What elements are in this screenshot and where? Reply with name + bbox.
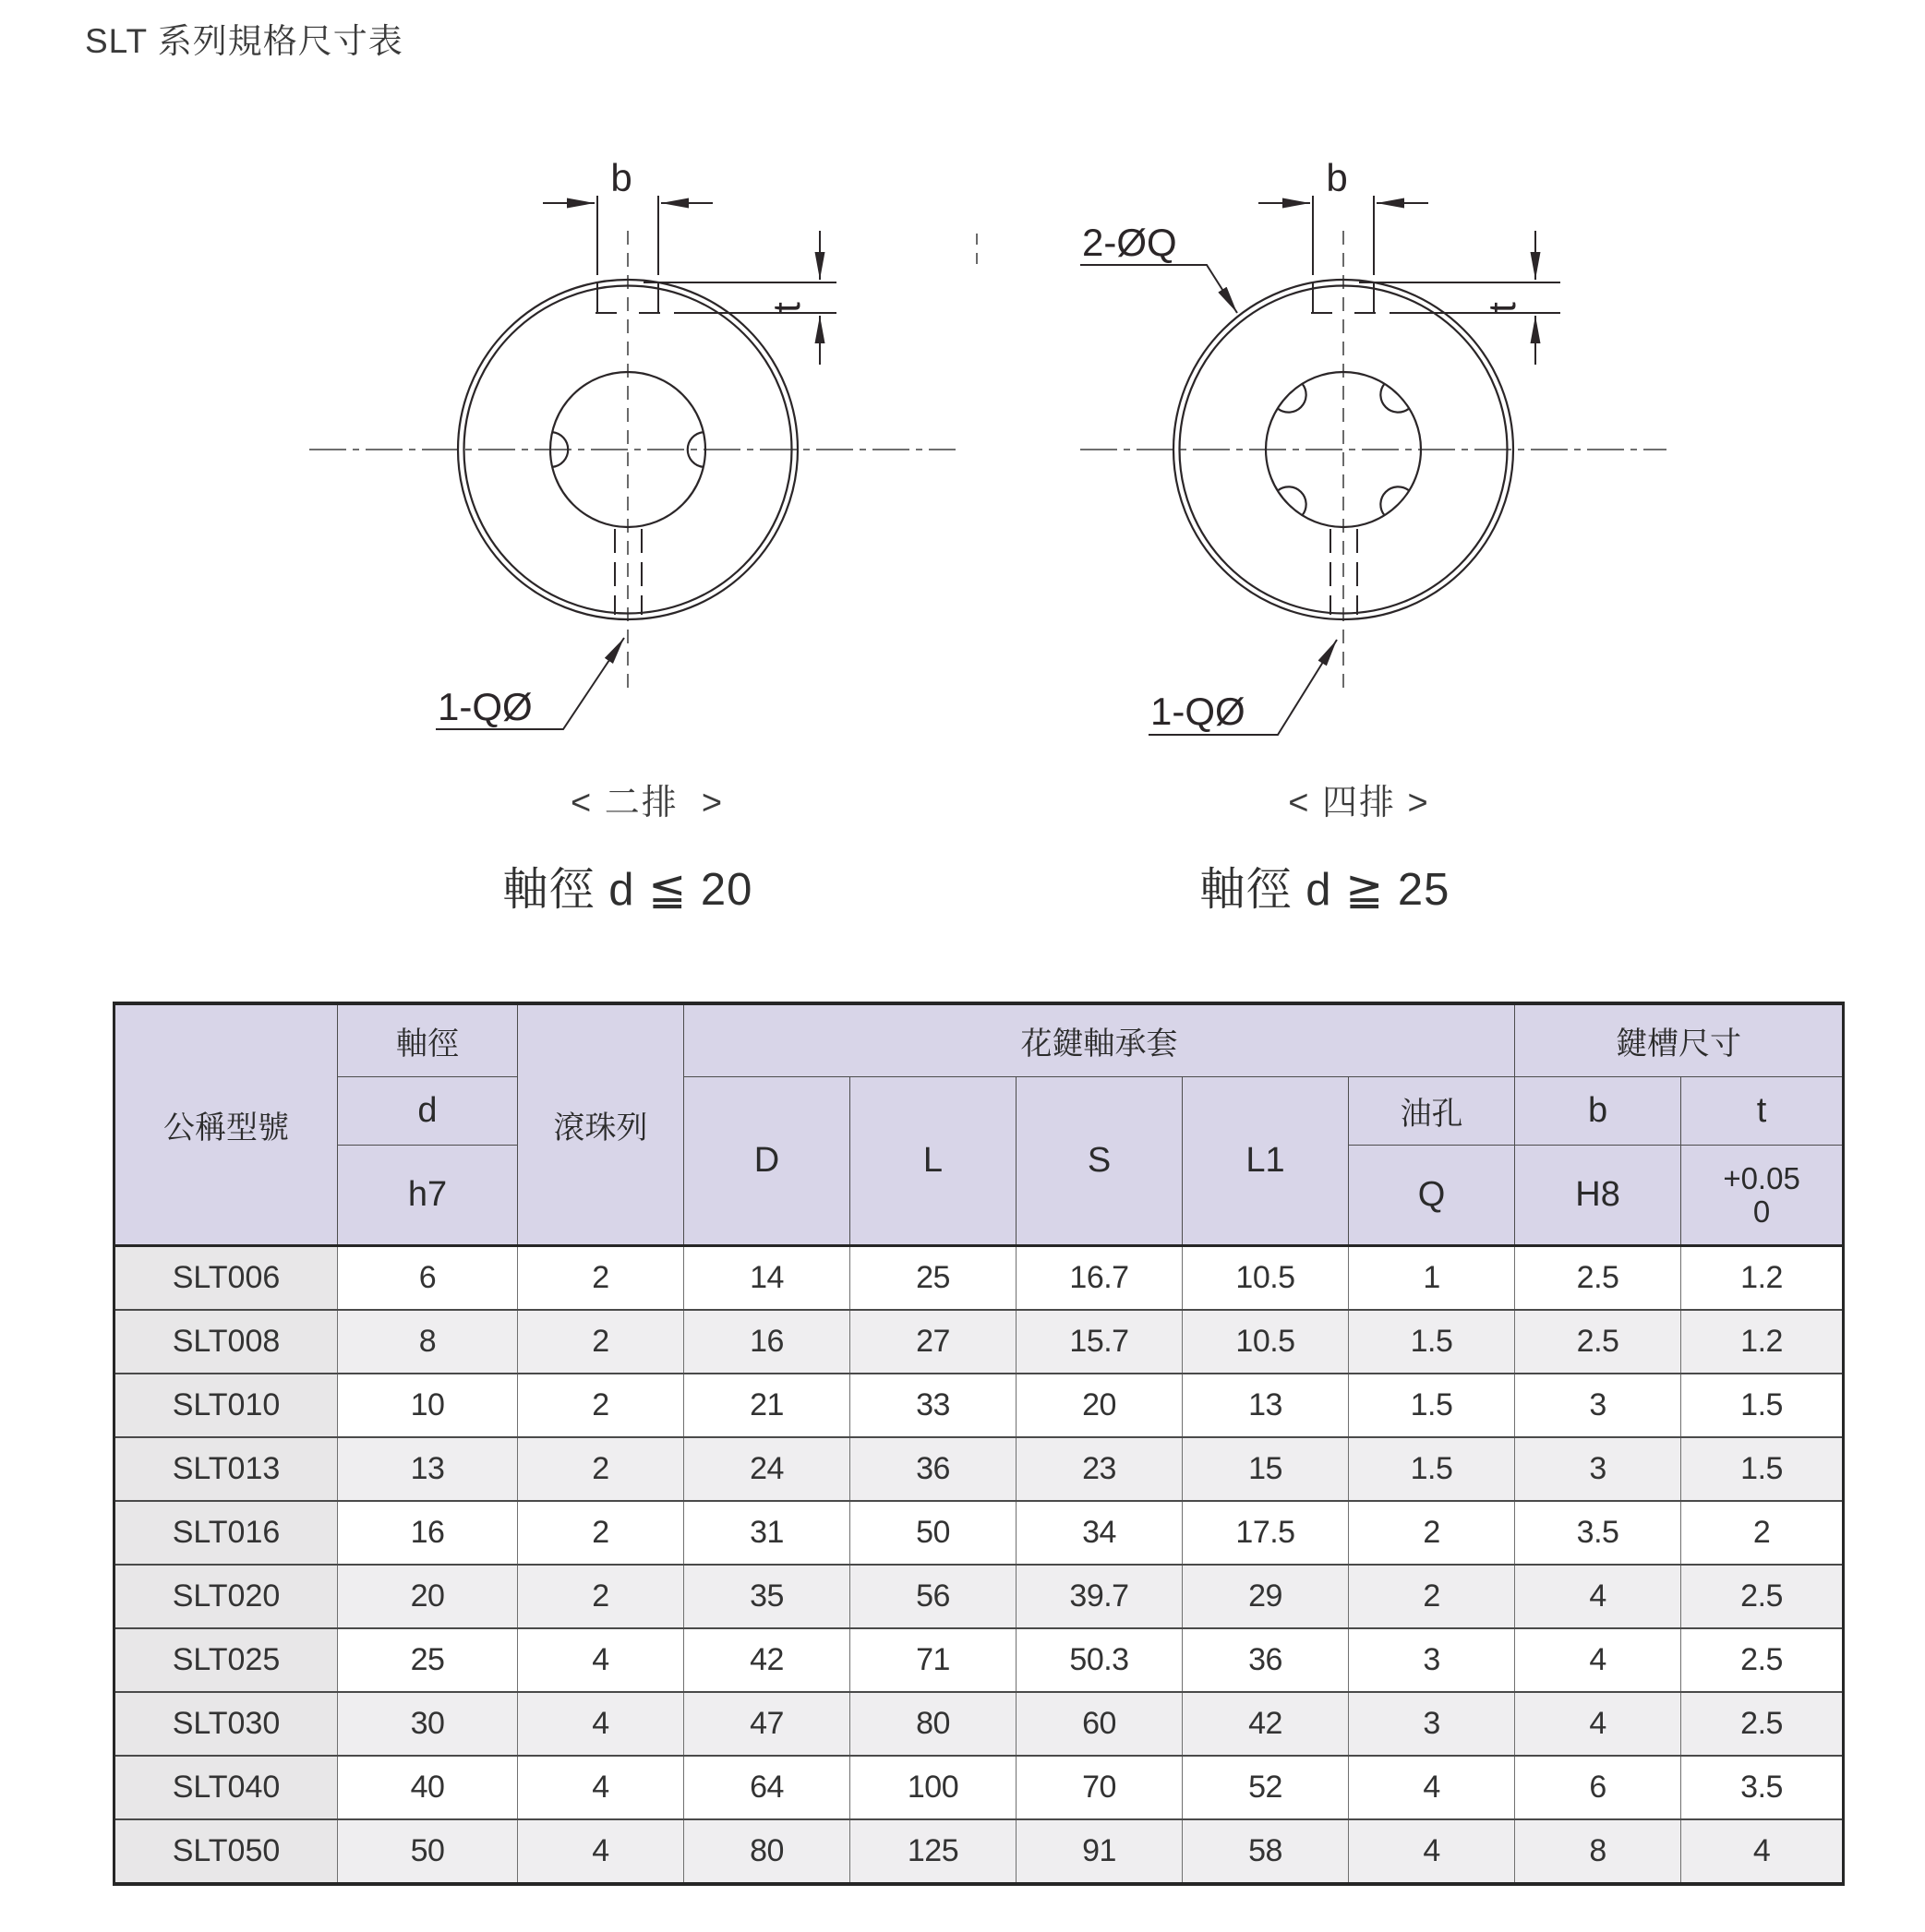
model-cell: SLT010	[114, 1374, 338, 1437]
b-cell: 4	[1515, 1628, 1681, 1692]
L1-cell: 15	[1183, 1437, 1349, 1501]
ball-rows-cell: 4	[518, 1692, 684, 1756]
t-tolerance-lower: 0	[1752, 1194, 1771, 1229]
Q-cell: 2	[1349, 1565, 1515, 1628]
D-cell: 16	[684, 1310, 850, 1374]
subtitle-four-row: 軸徑 d ≧ 25	[1199, 865, 1450, 915]
b-cell: 2.5	[1515, 1246, 1681, 1311]
b-cell: 6	[1515, 1756, 1681, 1819]
d-cell: 10	[338, 1374, 518, 1437]
L1-cell: 36	[1183, 1628, 1349, 1692]
t-cell: 1.5	[1681, 1437, 1844, 1501]
diagram-two-row	[309, 156, 956, 729]
model-cell: SLT025	[114, 1628, 338, 1692]
S-cell: 39.7	[1017, 1565, 1183, 1628]
L1-cell: 58	[1183, 1819, 1349, 1884]
Q-cell: 4	[1349, 1819, 1515, 1884]
L1-cell: 29	[1183, 1565, 1349, 1628]
D-cell: 47	[684, 1692, 850, 1756]
d-cell: 50	[338, 1819, 518, 1884]
table-row	[114, 1501, 1844, 1565]
Q-cell: 4	[1349, 1756, 1515, 1819]
b-dimension-label: b	[1326, 156, 1348, 199]
ball-notch-lower-right	[1380, 486, 1409, 515]
model-cell: SLT020	[114, 1565, 338, 1628]
header-shaft-dia: 軸徑	[338, 1003, 518, 1077]
table-body	[114, 1246, 1844, 1885]
table-row	[114, 1310, 1844, 1374]
Q-cell: 3	[1349, 1628, 1515, 1692]
caption-four-row: < 四排 >	[1288, 784, 1430, 822]
d-cell: 13	[338, 1437, 518, 1501]
L-cell: 100	[850, 1756, 1017, 1819]
L-cell: 80	[850, 1692, 1017, 1756]
ball-rows-cell: 2	[518, 1501, 684, 1565]
Q-cell: 1	[1349, 1246, 1515, 1311]
table-row	[114, 1692, 1844, 1756]
L-cell: 33	[850, 1374, 1017, 1437]
D-cell: 42	[684, 1628, 850, 1692]
S-cell: 20	[1017, 1374, 1183, 1437]
S-cell: 70	[1017, 1756, 1183, 1819]
S-cell: 23	[1017, 1437, 1183, 1501]
model-cell: SLT016	[114, 1501, 338, 1565]
d-cell: 6	[338, 1246, 518, 1311]
L-cell: 125	[850, 1819, 1017, 1884]
b-dimension-label: b	[610, 156, 632, 199]
d-cell: 40	[338, 1756, 518, 1819]
table-row	[114, 1819, 1844, 1884]
page-title: SLT 系列規格尺寸表	[85, 22, 403, 60]
L1-cell: 17.5	[1183, 1501, 1349, 1565]
model-cell: SLT040	[114, 1756, 338, 1819]
b-cell: 4	[1515, 1692, 1681, 1756]
table-row	[114, 1628, 1844, 1692]
t-cell: 2.5	[1681, 1628, 1844, 1692]
header-model: 公稱型號	[114, 1003, 338, 1246]
t-cell: 1.2	[1681, 1246, 1844, 1311]
oil-hole-label: 1-QØ	[1150, 690, 1245, 733]
diagram-four-row	[977, 156, 1666, 735]
d-cell: 30	[338, 1692, 518, 1756]
model-cell: SLT030	[114, 1692, 338, 1756]
header-L: L	[850, 1077, 1017, 1246]
ball-rows-cell: 2	[518, 1246, 684, 1311]
S-cell: 60	[1017, 1692, 1183, 1756]
S-cell: 91	[1017, 1819, 1183, 1884]
table-row	[114, 1565, 1844, 1628]
Q-cell: 3	[1349, 1692, 1515, 1756]
header-d: d	[338, 1077, 518, 1146]
header-ball-rows: 滾珠列	[518, 1003, 684, 1246]
spec-table-section	[113, 1002, 1845, 1886]
d-cell: 20	[338, 1565, 518, 1628]
t-dimension-label: t	[1480, 302, 1523, 313]
ball-rows-cell: 4	[518, 1756, 684, 1819]
t-tolerance-upper: +0.05	[1723, 1160, 1800, 1195]
header-S: S	[1017, 1077, 1183, 1246]
model-cell: SLT050	[114, 1819, 338, 1884]
L-cell: 56	[850, 1565, 1017, 1628]
b-cell: 3	[1515, 1437, 1681, 1501]
t-cell: 3.5	[1681, 1756, 1844, 1819]
model-cell: SLT013	[114, 1437, 338, 1501]
L-cell: 27	[850, 1310, 1017, 1374]
spec-table	[113, 1002, 1845, 1886]
b-cell: 2.5	[1515, 1310, 1681, 1374]
t-cell: 2.5	[1681, 1565, 1844, 1628]
L-cell: 36	[850, 1437, 1017, 1501]
t-dimension-label: t	[764, 302, 808, 313]
b-cell: 4	[1515, 1565, 1681, 1628]
table-row	[114, 1756, 1844, 1819]
D-cell: 24	[684, 1437, 850, 1501]
Q-cell: 2	[1349, 1501, 1515, 1565]
t-cell: 2	[1681, 1501, 1844, 1565]
S-cell: 34	[1017, 1501, 1183, 1565]
model-cell: SLT006	[114, 1246, 338, 1311]
header-Q: Q	[1349, 1146, 1515, 1246]
ball-notch-upper-right	[1380, 384, 1409, 413]
ball-rows-cell: 4	[518, 1628, 684, 1692]
D-cell: 35	[684, 1565, 850, 1628]
ball-rows-cell: 2	[518, 1565, 684, 1628]
caption-two-row: < 二排 >	[570, 784, 725, 822]
t-cell: 4	[1681, 1819, 1844, 1884]
ball-notch-lower-left	[1278, 486, 1306, 515]
header-D: D	[684, 1077, 850, 1246]
d-cell: 8	[338, 1310, 518, 1374]
header-t: t	[1681, 1077, 1844, 1146]
header-H8: H8	[1515, 1146, 1681, 1246]
D-cell: 64	[684, 1756, 850, 1819]
t-cell: 1.2	[1681, 1310, 1844, 1374]
ball-notch-upper-left	[1278, 384, 1306, 413]
oil-hole-label: 1-QØ	[438, 685, 533, 728]
S-cell: 15.7	[1017, 1310, 1183, 1374]
L1-cell: 13	[1183, 1374, 1349, 1437]
d-cell: 16	[338, 1501, 518, 1565]
L1-cell: 10.5	[1183, 1246, 1349, 1311]
header-keyway: 鍵槽尺寸	[1515, 1003, 1844, 1077]
Q-cell: 1.5	[1349, 1374, 1515, 1437]
L1-cell: 42	[1183, 1692, 1349, 1756]
b-cell: 8	[1515, 1819, 1681, 1884]
table-header	[114, 1003, 1844, 1246]
L-cell: 50	[850, 1501, 1017, 1565]
model-cell: SLT008	[114, 1310, 338, 1374]
ball-track-label: 2-ØQ	[1082, 221, 1177, 264]
header-b: b	[1515, 1077, 1681, 1146]
ball-rows-cell: 4	[518, 1819, 684, 1884]
ball-rows-cell: 2	[518, 1310, 684, 1374]
header-t-tolerance	[1681, 1146, 1844, 1246]
t-cell: 2.5	[1681, 1692, 1844, 1756]
Q-cell: 1.5	[1349, 1437, 1515, 1501]
subtitle-two-row: 軸徑 d ≦ 20	[502, 865, 753, 915]
b-cell: 3.5	[1515, 1501, 1681, 1565]
L-cell: 25	[850, 1246, 1017, 1311]
L1-cell: 10.5	[1183, 1310, 1349, 1374]
ball-rows-cell: 2	[518, 1437, 684, 1501]
D-cell: 31	[684, 1501, 850, 1565]
table-row	[114, 1374, 1844, 1437]
D-cell: 14	[684, 1246, 850, 1311]
table-row	[114, 1437, 1844, 1501]
Q-cell: 1.5	[1349, 1310, 1515, 1374]
S-cell: 50.3	[1017, 1628, 1183, 1692]
d-cell: 25	[338, 1628, 518, 1692]
D-cell: 21	[684, 1374, 850, 1437]
S-cell: 16.7	[1017, 1246, 1183, 1311]
b-cell: 3	[1515, 1374, 1681, 1437]
D-cell: 80	[684, 1819, 850, 1884]
header-L1: L1	[1183, 1077, 1349, 1246]
header-spline-sleeve: 花鍵軸承套	[684, 1003, 1515, 1077]
header-h7: h7	[338, 1146, 518, 1246]
ball-rows-cell: 2	[518, 1374, 684, 1437]
L1-cell: 52	[1183, 1756, 1349, 1819]
table-row	[114, 1246, 1844, 1311]
t-cell: 1.5	[1681, 1374, 1844, 1437]
header-oil-hole: 油孔	[1349, 1077, 1515, 1146]
ball-track-leader	[1080, 265, 1237, 313]
L-cell: 71	[850, 1628, 1017, 1692]
